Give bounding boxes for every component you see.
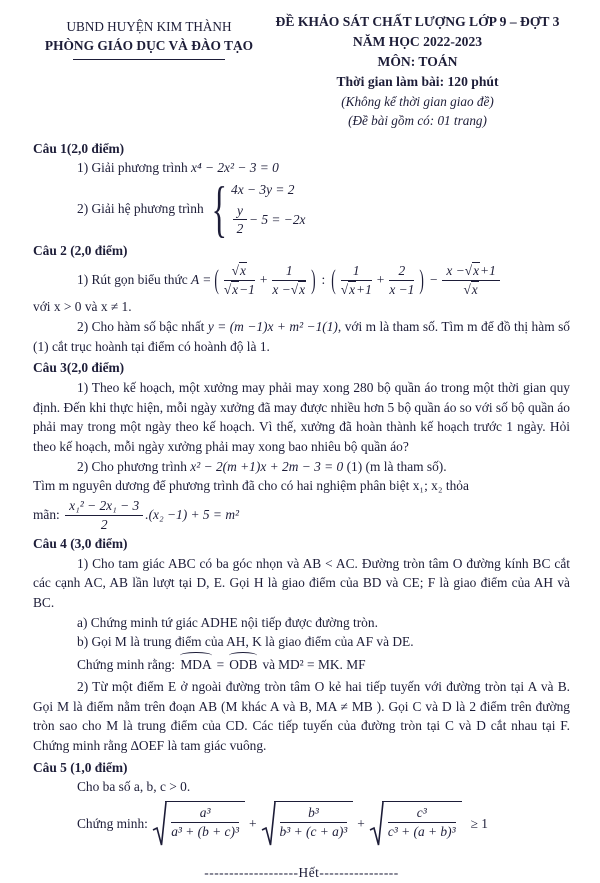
system-eq1: 4x − 3y = 2 (231, 182, 295, 198)
fraction: $\frac{\text{x₁² − 2x₁ − 3}}{2}$ (65, 498, 143, 532)
issuer-underline (73, 59, 225, 60)
angle-ODB: ODB (229, 655, 257, 675)
q1-item1: 1) Giải phương trình x⁴ − 2x² − 3 = 0 (77, 160, 279, 176)
q2-item2: 2) Cho hàm số bậc nhất y = (m −1)x + m² −1(1), với m là tham số. Tìm m để đồ thị hàm số (1) cắt trục hoành tại điểm có hoành độ là 1. (33, 318, 570, 354)
exam-header (33, 12, 570, 131)
exam-title: ĐỀ KHẢO SÁT CHẤT LƯỢNG LỚP 9 – ĐỢT 3 (275, 14, 560, 29)
fraction-1: $\frac{√x}{√x-1}$ (223, 263, 255, 297)
end-marker: -------------------Hết---------------- (204, 865, 399, 881)
q2-function: y = (m −1)x + m² −1(1) (207, 318, 338, 334)
q3-relation-line (33, 498, 570, 532)
q4-part-b: b) Gọi M là trung điểm của AH, K là giao điểm của AF và DE. (77, 634, 414, 650)
q4-problem-2: 2) Từ một điểm E ở ngoài đường tròn tâm O kẻ hai tiếp tuyến với đường tròn tại A và B. Gọi M là điểm nằm trên đoạn AB (M khác A và B, MA ≠ MB ). Gọi C và D là 2 điểm trên đường tròn sao cho M là trung điểm của CD. Các tiếp tuyến của đường tròn tại C và D cắt nhau tại F. Chứng minh rằng ∆OEF là tam giác vuông. (33, 678, 570, 753)
school-year: NĂM HỌC 2022-2023 (352, 33, 483, 49)
man-label: mãn: (33, 507, 60, 523)
q2-condition: với x > 0 và x ≠ 1. (33, 299, 132, 315)
question-5-heading: Câu 5 (1,0 điểm) (33, 759, 128, 775)
subject: MÔN: TOÁN (377, 53, 458, 69)
q3-equation: x² − 2(m +1)x + 2m − 3 = 0 (190, 458, 344, 474)
fraction-2: $\frac{1}{x -√x}$ (272, 263, 306, 297)
q2-expression-line: 1) Rút gọn biểu thức A = ( $\frac{√x}{√x-1}$ + $\frac{1}{x -√x}$ ) : ( $\frac{1}{√x+1}$ + $\frac{2}{x -1}$ ) − $\frac{x -√x+1}{√x}$ (77, 263, 570, 297)
geq-one: ≥ 1 (470, 816, 489, 832)
radical-term-2: $\frac{\text{b³}}{\text{b³ + (c + a)³}}$ (261, 801, 354, 847)
close-paren: ) (419, 264, 424, 295)
q5-inequality-line: Chứng minh: $\frac{\text{a³}}{\text{a³ + (b + c)³}}$ + $\frac{\text{b³}}{\text{b³ + (c + a)³}}$ + $\frac{\text{c³}}{\text{c³ + (a + b)³}}$ ≥ 1 (77, 801, 570, 847)
prove-label: Chứng minh rằng: (77, 657, 176, 673)
question-1-heading: Câu 1(2,0 điểm) (33, 140, 125, 156)
fraction-4: $\frac{2}{x -1}$ (389, 263, 415, 297)
angle-MDA: MDA (180, 655, 211, 675)
q1-system-line (77, 173, 570, 244)
pages-note: (Đề bài gồm có: 01 trang) (348, 113, 487, 129)
system-eq2: $\frac{y}{2}$ − 5 = −2x (231, 203, 305, 237)
open-paren: ( (214, 264, 219, 295)
issuer-block (33, 12, 265, 131)
fraction: $\frac{y}{2}$ (233, 203, 247, 237)
q3-problem-1: 1) Theo kế hoạch, một xưởng may phải may xong 280 bộ quần áo trong một thời gian quy định. Đến khi thực hiện, mỗi ngày xưởng đã may được nhiều hơn 5 bộ quần áo so với số bộ quần áo phải may trong một ngày theo kế hoạch. Vì thế, xưởng đã hoàn thành kế hoạch trước 1 ngày. Hỏi theo kế hoạch, mỗi ngày xưởng phải may xong bao nhiêu bộ quần áo? (33, 379, 570, 455)
duration-note: (Không kể thời gian giao đề) (341, 93, 494, 109)
q4-prove-line: Chứng minh rằng: MDA = ODB và MD² = MK. MF (77, 655, 570, 675)
question-2-heading: Câu 2 (2,0 điểm) (33, 242, 128, 258)
q1-equation: x⁴ − 2x² − 3 = 0 (191, 160, 279, 176)
issuer-line1: UBND HUYỆN KIM THÀNH (66, 19, 232, 34)
open-paren: ( (331, 264, 336, 295)
duration: Thời gian làm bài: 120 phút (336, 73, 499, 89)
title-block (265, 12, 570, 131)
prove-label: Chứng minh: (77, 816, 148, 832)
system-brace: { (211, 173, 228, 244)
fraction-5: $\frac{x -√x+1}{√x}$ (442, 263, 499, 297)
q3-condition-text: Tìm m nguyên dương để phương trình đã cho có hai nghiệm phân biệt x₁; x₂ thỏa (33, 478, 469, 494)
q1-item2-label: 2) Giải hệ phương trình (77, 200, 204, 216)
equation-system (231, 178, 305, 239)
question-4-heading: Câu 4 (3,0 điểm) (33, 535, 128, 551)
fraction-3: $\frac{1}{√x+1}$ (340, 263, 372, 297)
q3-relation-tail: .(x₂ −1) + 5 = m² (145, 507, 240, 523)
radical-term-1: $\frac{\text{a³}}{\text{a³ + (b + c)³}}$ (152, 801, 245, 847)
q5-given: Cho ba số a, b, c > 0. (77, 779, 191, 795)
q4-part-a: a) Chứng minh tứ giác ADHE nội tiếp được đường tròn. (77, 614, 378, 630)
q3-problem-2: 2) Cho phương trình x² − 2(m +1)x + 2m − 3 = 0 (1) (m là tham số). (77, 458, 447, 474)
q4-problem-1: 1) Cho tam giác ABC có ba góc nhọn và AB < AC. Đường tròn tâm O đường kính BC cắt các cạnh AC, AB lần lượt tại D, E. Gọi H là giao điểm của BD và CE; F là giao điểm của AH và BC. (33, 555, 570, 611)
close-paren: ) (311, 264, 316, 295)
q4-relation: MD² = MK. MF (278, 657, 366, 673)
question-3-heading: Câu 3(2,0 điểm) (33, 360, 125, 376)
radical-term-3: $\frac{\text{c³}}{\text{c³ + (a + b)³}}$ (369, 801, 462, 847)
q2-item1-label: 1) Rút gọn biểu thức (77, 272, 188, 288)
lhs-A: A = (191, 272, 212, 288)
issuer-line2: PHÒNG GIÁO DỤC VÀ ĐÀO TẠO (44, 38, 254, 54)
